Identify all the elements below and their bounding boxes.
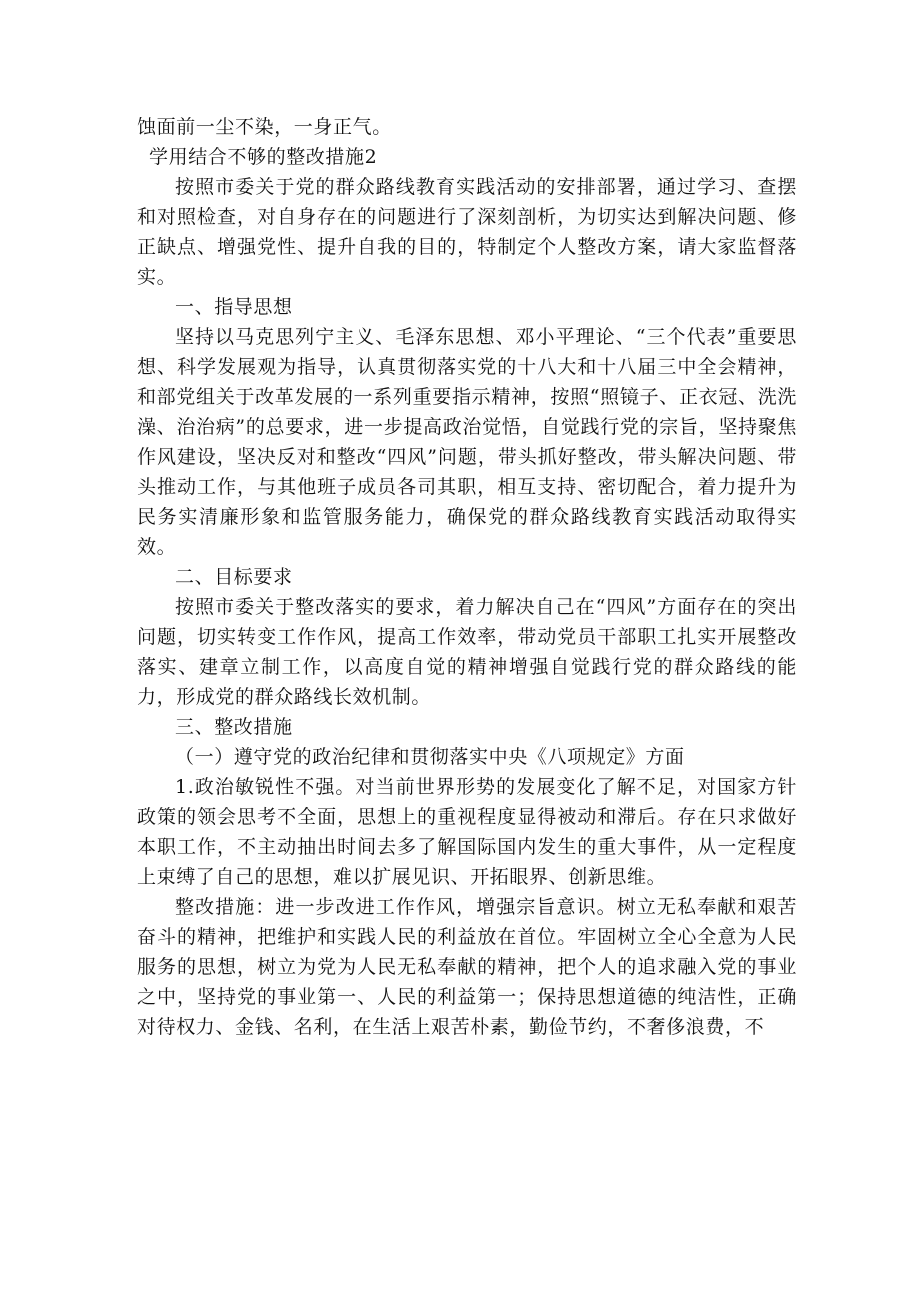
paragraph-intro: 按照市委关于党的群众路线教育实践活动的安排部署，通过学习、查摆和对照检查，对自身存在的问题进行了深刻剖析，为切实达到解决问题、修正缺点、增强党性、提升自我的目的，特制定个人整改方案，请大家监督落实。 bbox=[137, 176, 797, 288]
heading-goals: 二、目标要求 bbox=[175, 566, 293, 588]
paragraph-continuation: 蚀面前一尘不染，一身正气。 bbox=[137, 116, 392, 138]
document-body bbox=[137, 112, 797, 1042]
section-title: 学用结合不够的整改措施2 bbox=[149, 146, 378, 168]
paragraph-guiding-thought: 坚持以马克思列宁主义、毛泽东思想、邓小平理论、“三个代表”重要思想、科学发展观为指导，认真贯彻落实党的十八大和十八届三中全会精神，和部党组关于改革发展的一系列重要指示精神，按照“照镜子、正衣冠、洗洗澡、治治病”的总要求，进一步提高政治觉悟，自觉践行党的宗旨，坚持聚焦作风建设，坚决反对和整改“四风”问题，带头抓好整改，带头解决问题、带头推动工作，与其他班子成员各司其职，相互支持、密切配合，着力提升为民务实清廉形象和监管服务能力，确保党的群众路线教育实践活动取得实效。 bbox=[137, 326, 797, 558]
paragraph-measure-1: 整改措施：进一步改进工作作风，增强宗旨意识。树立无私奉献和艰苦奋斗的精神，把维护和实践人民的利益放在首位。牢固树立全心全意为人民服务的思想，树立为党为人民无私奉献的精神，把个人的追求融入党的事业之中，坚持党的事业第一、人民的利益第一；保持思想道德的纯洁性，正确对待权力、金钱、名利，在生活上艰苦朴素，勤俭节约，不奢侈浪费，不 bbox=[137, 896, 797, 1038]
paragraph-goals: 按照市委关于整改落实的要求，着力解决自己在“四风”方面存在的突出问题，切实转变工作作风，提高工作效率，带动党员干部职工扎实开展整改落实、建章立制工作，以高度自觉的精神增强自觉践行党的群众路线的能力，形成党的群众路线长效机制。 bbox=[137, 596, 797, 708]
heading-guiding-thought: 一、指导思想 bbox=[175, 296, 293, 318]
paragraph-issue-1: 1.政治敏锐性不强。对当前世界形势的发展变化了解不足，对国家方针政策的领会思考不全面，思想上的重视程度显得被动和滞后。存在只求做好本职工作，不主动抽出时间去多了解国际国内发生的重大事件，从一定程度上束缚了自己的思想，难以扩展见识、开拓眼界、创新思维。 bbox=[137, 776, 797, 888]
heading-measures: 三、整改措施 bbox=[175, 716, 293, 738]
subheading-discipline: （一）遵守党的政治纪律和贯彻落实中央《八项规定》方面 bbox=[175, 746, 685, 768]
